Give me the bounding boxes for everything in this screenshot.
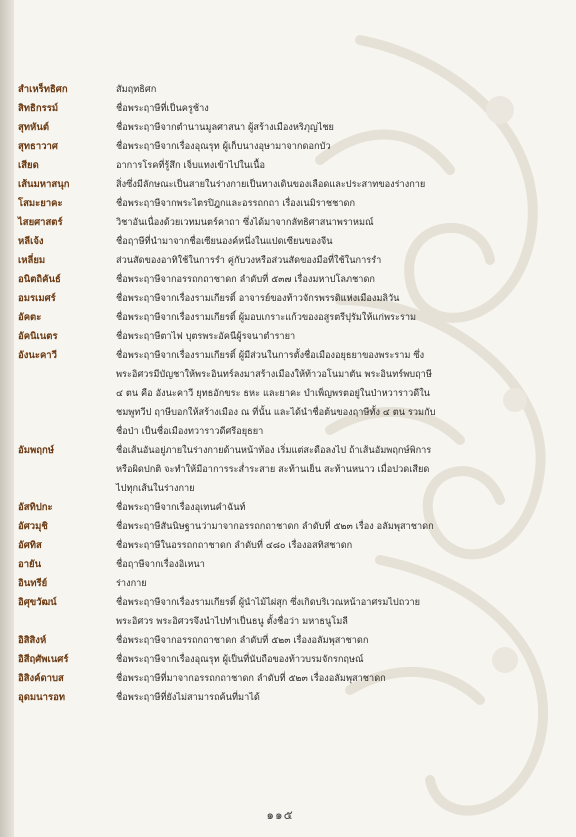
glossary-definition: อาการโรคที่รู้สึก เจ็บแทงเข้าไปในเนื้อ (116, 160, 265, 171)
glossary-entry (18, 346, 488, 441)
glossary-definition: ชื่อพระฤาษีที่เป็นครูช้าง (116, 103, 209, 114)
glossary-definition: ชื่อพระฤาษีที่ยังไม่สามารถค้นที่มาได้ (116, 692, 260, 703)
glossary-term: โสมะยาคะ (18, 198, 63, 209)
glossary-entry (18, 498, 488, 517)
glossary-definition: ชื่อพระฤาษีจากอรรถกถาชาดก ลำดับที่ ๕๒๓ เรื่องอลัมพุสาชาดก (116, 635, 369, 646)
glossary-entry (18, 327, 488, 346)
glossary-term: หลีเจ้ง (18, 236, 44, 247)
glossary-term: อมรเมศร์ (18, 293, 56, 304)
glossary-term: อุดมนารอท (18, 692, 66, 703)
glossary-entry (18, 232, 488, 251)
glossary-definition: ชื่อพระฤาษีจากเรื่องอุเทนคำฉันท์ (116, 502, 246, 513)
glossary-term: สิทธิกรรม์ (18, 103, 59, 114)
glossary-entry (18, 156, 488, 175)
glossary-term: อัคตะ (18, 312, 42, 323)
glossary-entry (18, 80, 488, 99)
glossary-entry (18, 289, 488, 308)
glossary-entry (18, 175, 488, 194)
glossary-definition: ชื่อพระฤาษีที่มาจากอรรถกถาชาดก ลำดับที่ ๕๒๓ เรื่องอลัมพุสาชาดก (116, 673, 386, 684)
glossary-entry (18, 194, 488, 213)
glossary-definition: ชื่อพระฤาษีจากตำนานมูลศาสนา ผู้สร้างเมืองหริภุญไชย (116, 122, 334, 133)
glossary-definition: ชื่อพระฤาษีจากเรื่องรามเกียรติ์ ผู้นำไม้ไผ่สุก ซึ่งเกิดบริเวณหน้าอาศรมไปถวาย พระอิศวร พระอิศวรจึงนำไปทำเป็นธนู ตั้งชื่อว่า มหาธนูโมลี (116, 597, 420, 627)
glossary-term: อิศุขวัฒน์ (18, 597, 57, 608)
glossary-term: อัศทิส (18, 540, 42, 551)
glossary-entry (18, 593, 488, 631)
glossary-term: สุทหันต์ (18, 122, 49, 133)
glossary-entry (18, 688, 488, 707)
glossary-term: สุทธาวาศ (18, 141, 58, 152)
glossary-entry (18, 555, 488, 574)
glossary-entry (18, 536, 488, 555)
glossary-term: อัศวมุชิ (18, 521, 48, 532)
glossary-definition: สิ่งซึ่งมีลักษณะเป็นสายในร่างกายเป็นทางเดินของเลือดและประสาทของร่างกาย (116, 179, 426, 190)
glossary-definition: ชื่อพระฤาษีจากพระไตรปิฎกและอรรถกถา เรื่องเนมิราชชาดก (116, 198, 356, 209)
glossary-entry (18, 650, 488, 669)
glossary-term: อัมพฤกษ์ (18, 445, 54, 456)
glossary-definition: ร่างกาย (116, 578, 147, 589)
glossary-term: อัสทิปกะ (18, 502, 53, 513)
glossary-term: อนิตถิคันธ์ (18, 274, 61, 285)
glossary-term: อังนะคาวี (18, 350, 57, 361)
glossary-definition: ชื่อฤาษีที่นำมาจากชื่อเซียนองค์หนึ่งในแปดเซียนของจีน (116, 236, 333, 247)
glossary-entry (18, 251, 488, 270)
glossary-term: อิสิงค์ดาบส (18, 673, 64, 684)
glossary-term: เหลี่ยม (18, 255, 46, 266)
glossary-entry (18, 118, 488, 137)
glossary-definition: ชื่อเส้นอันอยู่ภายในร่างกายด้านหน้าท้อง เริ่มแต่สะดือลงไป ถ้าเส้นอัมพฤกษ์พิการ หรือผิดปกติ จะทำให้มีอาการระส่ำระสาย สะท้านเย็น สะท้านหนาว เมื่อปวดเสียด ไปทุกเส้นในร่างกาย (116, 445, 432, 494)
glossary-entry (18, 517, 488, 536)
glossary-definition: ชื่อพระฤาษีจากเรื่องรามเกียรติ์ อาจารย์ของท้าวจักรพรรดิแห่งเมืองมลิวัน (116, 293, 400, 304)
glossary-entry (18, 137, 488, 156)
glossary-definition: ชื่อพระฤาษีตาไฟ บุตรพระอัคนีผู้รจนาตำรายา (116, 331, 296, 342)
glossary-entry (18, 574, 488, 593)
glossary-term: อัคนิเนตร (18, 331, 58, 342)
glossary-definition: ชื่อพระฤาษีจากอรรถกถาชาดก ลำดับที่ ๕๓๗ เรื่องมหาปโลภชาดก (116, 274, 375, 285)
glossary-definition: ชื่อพระฤาษีจากเรื่องรามเกียรติ์ ผู้มีส่วนในการตั้งชื่อเมืองอยุธยาของพระราม ซึ่ง พระอิศวรมีบัญชาให้พระอินทร์ลงมาสร้างเมืองให้ท้าวอโนมาตัน พระอินทร์พบฤาษี ๔ ตน คือ อังนะคาวี ยุทธอักขระ ธหะ และยาคะ บำเพ็ญพรตอยู่ในป่าหวาราวดีใน ชมพูทวีป ฤาษีบอกให้สร้างเมือง ณ ที่นั้น และได้นำชื่อต้นของฤาษีทั้ง ๔ ตน รวมกับ ชื่อป่า เป็นชื่อเมืองทวาราวดีศรีอยุธยา (116, 350, 436, 437)
glossary-term: อิสีฤศัพเนศร์ (18, 654, 69, 665)
glossary-term: อิสิสิงห์ (18, 635, 47, 646)
glossary-definition: สัมฤทธิศก (116, 84, 157, 95)
glossary-term: อายัน (18, 559, 42, 570)
glossary-term: เสียด (18, 160, 39, 171)
glossary-term: อินทรีย์ (18, 578, 48, 589)
glossary-definition: ชื่อพระฤาษีจากเรื่องรามเกียรติ์ ผู้มอบเกราะแก้วของอสูรตรีปุรัมให้แก่พระราม (116, 312, 417, 323)
glossary-definition: ชื่อพระฤาษีจากเรื่องอุณรุท ผู้เก็บนางอุษามาจากดอกบัว (116, 141, 331, 152)
glossary-term: สำเหร็ทธิศก (18, 84, 68, 95)
glossary-definition: ชื่อฤาษีจากเรื่องอิเหนา (116, 559, 205, 570)
glossary-entry (18, 441, 488, 498)
page-number: ๑๑๕ (266, 808, 294, 822)
book-gutter (0, 0, 14, 837)
glossary-definition: ชื่อพระฤาษีในอรรถกถาชาดก ลำดับที่ ๔๘๐ เรื่องอสทิสชาดก (116, 540, 353, 551)
glossary-term: ไสยศาสตร์ (18, 217, 63, 228)
glossary-entry (18, 99, 488, 118)
glossary-definition: ชื่อพระฤาษีจากเรื่องอุณรุท ผู้เป็นที่นับถือของท้าวบรมจักรกฤษณ์ (116, 654, 364, 665)
glossary-term: เส้นมหาสนุก (18, 179, 70, 190)
glossary-definition: วิชาอันเนื่องด้วยเวทมนตร์คาถา ซึ่งได้มาจากลัทธิศาสนาพราหมณ์ (116, 217, 374, 228)
glossary-entry (18, 631, 488, 650)
glossary-entry (18, 213, 488, 232)
glossary-list (18, 80, 488, 707)
glossary-entry (18, 308, 488, 327)
glossary-entry (18, 669, 488, 688)
glossary-entry (18, 270, 488, 289)
glossary-definition: ส่วนสัดของอาทิใช้ในการรำ คู่กับวงหรือส่วนสัดของมือที่ใช้ในการรำ (116, 255, 382, 266)
glossary-definition: ชื่อพระฤาษีสันนิษฐานว่ามาจากอรรถกถาชาดก ลำดับที่ ๕๒๓ เรื่อง อลัมพุสาชาดก (116, 521, 434, 532)
